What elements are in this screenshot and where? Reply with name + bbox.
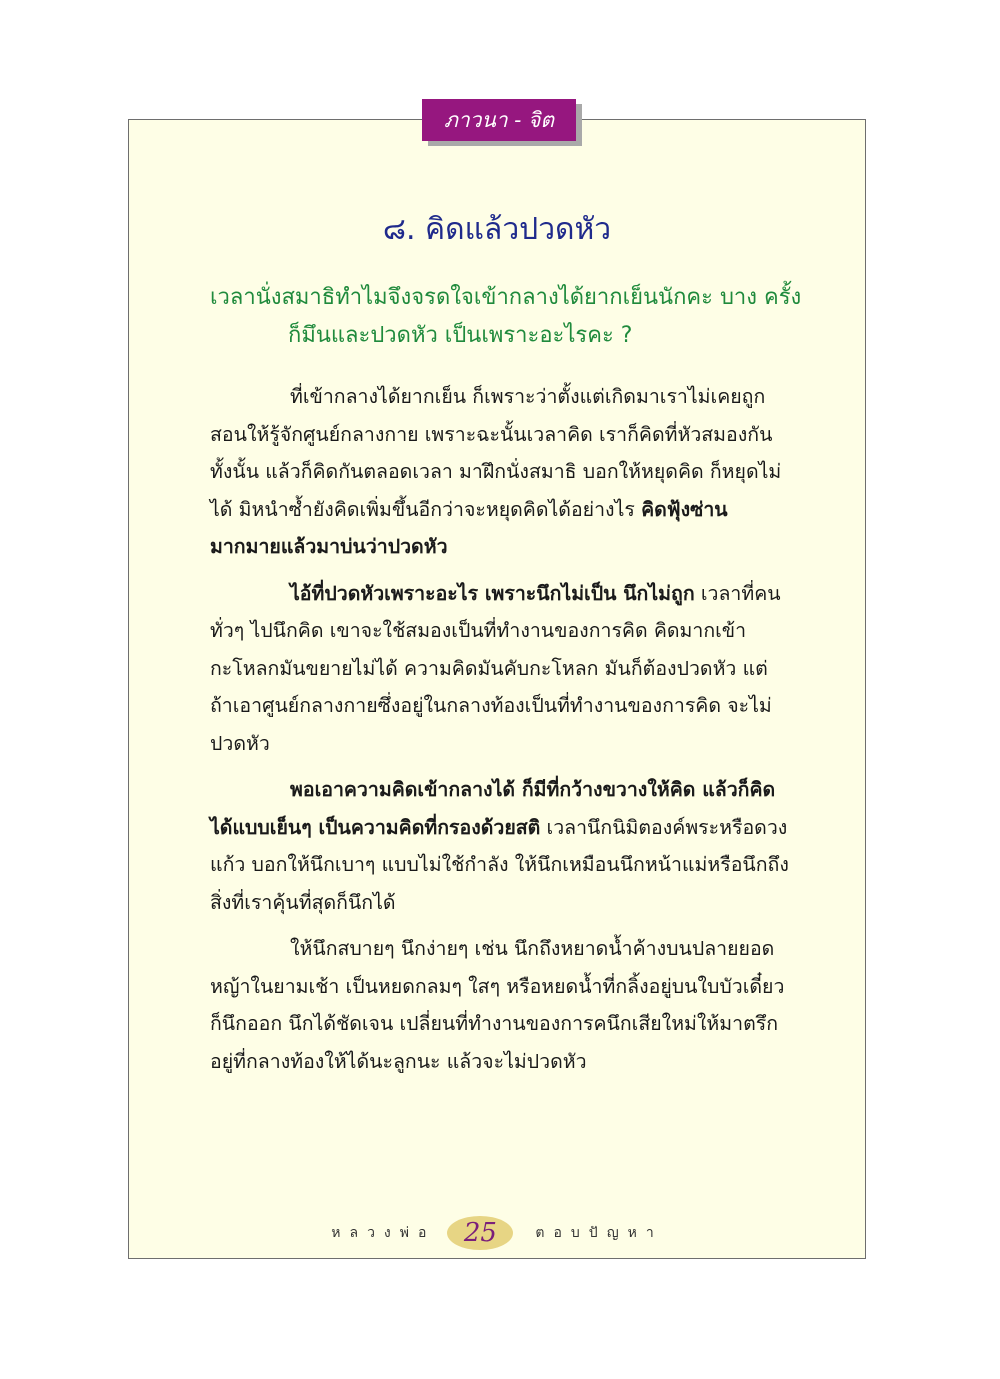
answer-paragraph-1-bold: คิดฟุ้งซ่านมากมายแล้วมาบ่นว่าปวดหัว <box>210 497 728 558</box>
question-line-1: เวลานั่งสมาธิทำไมจึงจรดใจเข้ากลางได้ยากเย็นนักคะ บาง ครั้ง <box>210 285 802 310</box>
answer-paragraph-4-text: ให้นึกสบายๆ นึกง่ายๆ เช่น นึกถึงหยาดน้ำค้างบนปลายยอดหญ้าในยามเช้า เป็นหยดกลมๆ ใสๆ หรือหยดน้ำที่กลิ้งอยู่บนใบบัวเดี๋ยวก็นึกออก นึกได้ชัดเจน เปลี่ยนที่ทำงานของการคนึกเสียใหม่ให้มาตรึกอยู่ที่กลางท้องให้ได้นะลูกนะ แล้วจะไม่ปวดหัว <box>210 937 785 1073</box>
header-tab: ภาวนา - จิต <box>422 99 576 141</box>
answer-paragraph-2 <box>210 575 790 763</box>
answer-paragraph-4 <box>210 930 790 1080</box>
answer-paragraph-2-text: เวลาที่คนทั่วๆ ไปนึกคิด เขาจะใช้สมองเป็นที่ทำงานของการคิด คิดมากเข้ากะโหลกมันขยายไม่ได้ ความคิดมันคับกะโหลก มันก็ต้องปวดหัว แต่ถ้าเอาศูนย์กลางกายซึ่งอยู่ในกลางท้องเป็นที่ทำงานของการคิด จะไม่ปวดหัว <box>210 581 781 755</box>
page-footer <box>128 1212 866 1254</box>
answer-paragraph-1-text: ที่เข้ากลางได้ยากเย็น ก็เพราะว่าตั้งแต่เกิดมาเราไม่เคยถูกสอนให้รู้จักศูนย์กลางกาย เพราะฉะนั้นเวลาคิด เราก็คิดที่หัวสมองกันทั้งนั้น แล้วก็คิดกันตลอดเวลา มาฝึกนั่งสมาธิ บอกให้หยุดคิด ก็หยุดไม่ได้ มิหนำซ้ำยังคิดเพิ่มขึ้นอีกว่าจะหยุดคิดได้อย่างไร <box>210 385 782 521</box>
answer-paragraph-3 <box>210 771 790 921</box>
answer-paragraph-3-text: เวลานึกนิมิตองค์พระหรือดวงแก้ว บอกให้นึกเบาๆ แบบไม่ใช้กำลัง ให้นึกเหมือนนึกหน้าแม่หรือนึกถึงสิ่งที่เราคุ้นที่สุดก็นึกได้ <box>210 815 789 914</box>
question-block <box>210 279 810 355</box>
chapter-title: ๘. คิดแล้วปวดหัว <box>382 212 612 247</box>
page-number-badge: 25 <box>447 1216 513 1250</box>
footer-book-title-left: หลวงพ่อ <box>331 1225 436 1241</box>
answer-paragraph-3-bold: พอเอาความคิดเข้ากลางได้ ก็มีที่กว้างขวางให้คิด แล้วก็คิดได้แบบเย็นๆ เป็นความคิดที่กรองด้วยสติ <box>210 778 776 839</box>
question-line-2: ก็มึนและปวดหัว เป็นเพราะอะไรคะ ? <box>288 323 633 348</box>
answer-paragraph-1 <box>210 378 790 566</box>
footer-book-title-right: ตอบปัญหา <box>535 1225 663 1241</box>
answer-paragraph-2-bold: ไอ้ที่ปวดหัวเพราะอะไร เพราะนึกไม่เป็น นึกไม่ถูก <box>290 581 695 605</box>
answer-body <box>210 378 790 1089</box>
